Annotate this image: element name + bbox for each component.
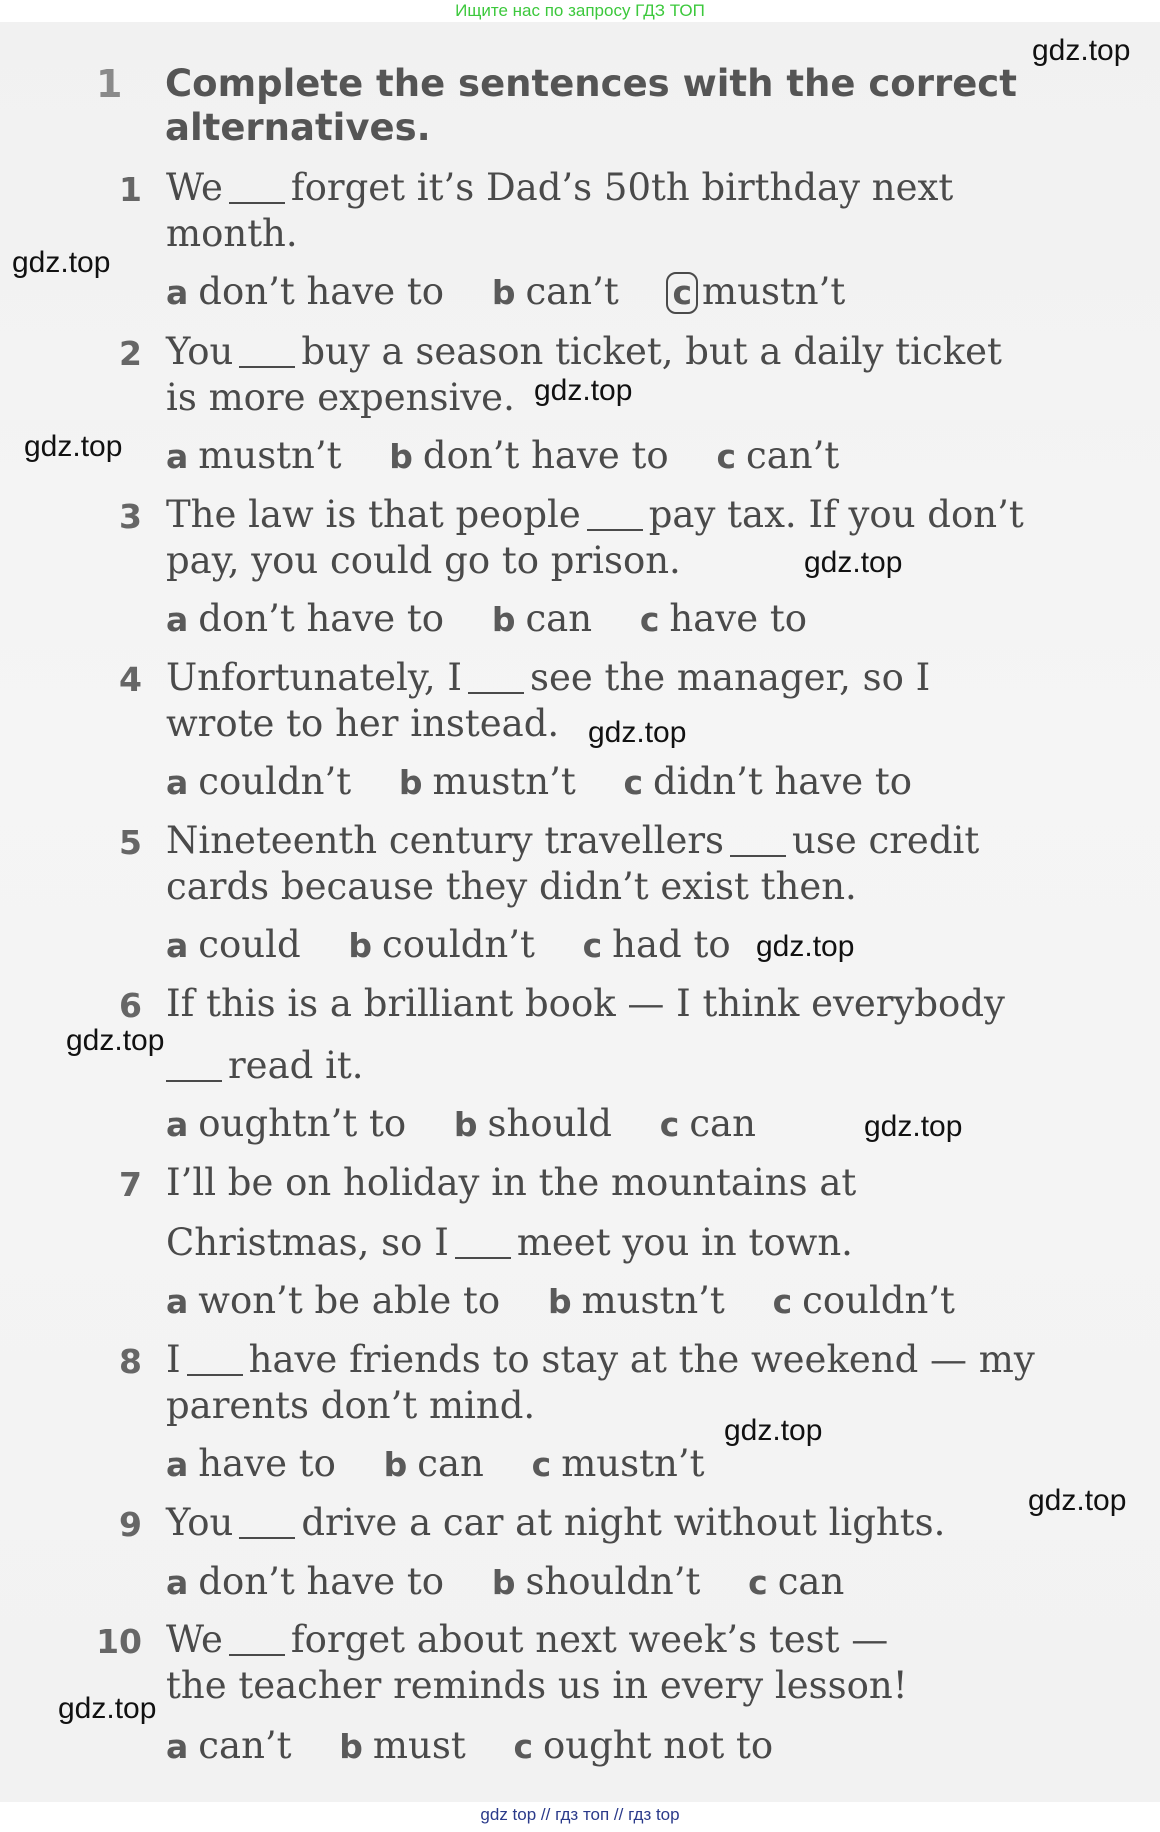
- question-text: Nineteenth century travellers: [166, 819, 725, 862]
- header-banner[interactable]: Ищите нас по запросу ГДЗ ТОП: [455, 1, 705, 20]
- answer-blank: [166, 1080, 222, 1082]
- question-text: We: [166, 1618, 223, 1661]
- question-text: meet you in town.: [516, 1221, 853, 1264]
- watermark: gdz.top: [864, 1110, 963, 1143]
- option-text: don’t have to: [198, 597, 445, 640]
- option-letter: a: [166, 273, 189, 312]
- option-text: have to: [669, 597, 807, 640]
- answer-options: [166, 760, 948, 805]
- answer-options: [166, 1102, 792, 1147]
- option-c[interactable]: [623, 760, 912, 805]
- question-number: 2: [119, 334, 142, 373]
- answer-blank: [187, 1374, 243, 1376]
- option-text: couldn’t: [802, 1279, 955, 1322]
- option-text: don’t have to: [198, 270, 445, 313]
- option-letter: c: [748, 1563, 768, 1602]
- watermark: gdz.top: [756, 930, 855, 963]
- option-b[interactable]: [492, 597, 592, 642]
- question-text-line: month.: [166, 212, 298, 255]
- option-text: can: [417, 1442, 484, 1485]
- option-letter: a: [166, 1727, 189, 1766]
- exercise-number: 1: [96, 62, 123, 106]
- option-letter: a: [166, 1105, 189, 1144]
- question-text: The law is that people: [166, 493, 581, 536]
- option-letter: c: [582, 926, 603, 965]
- answer-options: [166, 1724, 809, 1769]
- question-text: read it.: [228, 1044, 364, 1087]
- option-text: can: [777, 1560, 845, 1603]
- question-text-line: [166, 656, 930, 700]
- option-text: mustn’t: [198, 434, 342, 477]
- option-text: mustn’t: [702, 270, 846, 313]
- option-c[interactable]: [640, 597, 807, 642]
- watermark: gdz.top: [58, 1692, 157, 1725]
- question-text: use credit: [792, 819, 980, 862]
- option-letter: c: [531, 1445, 552, 1484]
- question-text-line: [166, 493, 1024, 537]
- option-c-selected[interactable]: [666, 270, 845, 314]
- option-letter: a: [166, 926, 189, 965]
- answer-blank: [239, 366, 295, 368]
- watermark: gdz.top: [24, 430, 123, 463]
- answer-options: [166, 434, 875, 479]
- option-c[interactable]: [716, 434, 839, 479]
- question-text-line: wrote to her instead.: [166, 702, 560, 745]
- option-c[interactable]: [513, 1724, 773, 1769]
- question-text-line: parents don’t mind.: [166, 1384, 536, 1427]
- option-text: had to: [612, 923, 731, 966]
- question-text: forget about next week’s test —: [290, 1618, 889, 1661]
- question-text-line: [166, 1618, 888, 1662]
- option-text: oughtn’t to: [198, 1102, 407, 1145]
- option-text: can’t: [746, 434, 840, 477]
- question-number: 3: [119, 497, 142, 536]
- watermark: gdz.top: [804, 546, 903, 579]
- answer-options: [166, 923, 767, 968]
- option-letter: c: [772, 1282, 793, 1321]
- option-letter: b: [389, 437, 413, 476]
- option-a[interactable]: [166, 270, 444, 315]
- question-number: 5: [119, 823, 142, 862]
- watermark: gdz.top: [12, 246, 111, 279]
- option-text: couldn’t: [198, 760, 352, 803]
- option-text: don’t have to: [422, 434, 669, 477]
- watermark: gdz.top: [724, 1414, 823, 1447]
- option-letter: b: [547, 1282, 572, 1321]
- answer-options: [166, 1560, 880, 1605]
- question-text: We: [166, 166, 223, 209]
- option-a[interactable]: [166, 1560, 444, 1605]
- option-letter: c: [659, 1105, 680, 1144]
- question-text: drive a car at night without lights.: [301, 1501, 946, 1544]
- question-text: buy a season ticket, but a daily ticket: [301, 330, 1002, 373]
- option-c[interactable]: [773, 1279, 955, 1324]
- option-text: won’t be able to: [198, 1279, 501, 1322]
- option-text: mustn’t: [581, 1279, 725, 1322]
- exercise-title-line1: Complete the sentences with the correct: [165, 62, 1017, 105]
- option-c[interactable]: [532, 1442, 705, 1487]
- option-b[interactable]: [399, 760, 576, 805]
- option-b[interactable]: [339, 1724, 465, 1769]
- option-letter: b: [398, 763, 423, 802]
- option-letter: a: [166, 763, 189, 802]
- option-letter: b: [491, 600, 516, 639]
- option-letter: b: [348, 926, 373, 965]
- option-text: have to: [198, 1442, 336, 1485]
- question-text: Christmas, so I: [166, 1221, 449, 1264]
- option-a[interactable]: [166, 597, 444, 642]
- question-number: 9: [119, 1505, 142, 1544]
- question-text: Unfortunately, I: [166, 656, 462, 699]
- question-text-line: I’ll be on holiday in the mountains at: [166, 1161, 857, 1204]
- question-number: 7: [119, 1165, 142, 1204]
- answer-blank: [239, 1537, 295, 1539]
- option-letter: b: [453, 1105, 478, 1144]
- option-letter: c: [716, 437, 737, 476]
- option-text: can: [525, 597, 593, 640]
- option-text: didn’t have to: [653, 760, 913, 803]
- question-text-line: [166, 330, 1002, 374]
- question-text: forget it’s Dad’s 50th birthday next: [290, 166, 954, 209]
- question-number: 8: [119, 1342, 142, 1381]
- option-b[interactable]: [548, 1279, 725, 1324]
- watermark: gdz.top: [588, 716, 687, 749]
- question-text: You: [166, 330, 234, 373]
- option-b[interactable]: [389, 434, 668, 479]
- watermark: gdz.top: [1028, 1484, 1127, 1517]
- option-b[interactable]: [454, 1102, 612, 1147]
- option-letter: c: [623, 763, 644, 802]
- answer-options: [166, 1279, 991, 1324]
- question-text-line: [166, 166, 953, 210]
- question-text: see the manager, so I: [529, 656, 931, 699]
- question-text-line: [166, 1338, 1035, 1382]
- option-letter: a: [166, 600, 189, 639]
- footer-banner[interactable]: gdz top // гдз топ // гдз top: [480, 1805, 680, 1824]
- answer-blank: [468, 692, 524, 694]
- watermark: gdz.top: [534, 374, 633, 407]
- option-letter-circled: c: [666, 272, 698, 314]
- option-text: must: [372, 1724, 466, 1767]
- answer-blank: [730, 855, 786, 857]
- question-text-line: [166, 1044, 364, 1088]
- option-letter: c: [639, 600, 660, 639]
- option-text: don’t have to: [198, 1560, 445, 1603]
- option-text: mustn’t: [432, 760, 576, 803]
- option-a[interactable]: [166, 1102, 406, 1147]
- option-letter: a: [166, 1282, 189, 1321]
- exercise-title: [165, 62, 1045, 150]
- option-letter: b: [383, 1445, 408, 1484]
- option-letter: b: [491, 273, 516, 312]
- option-text: mustn’t: [561, 1442, 705, 1485]
- option-text: shouldn’t: [525, 1560, 701, 1603]
- answer-options: [166, 270, 881, 315]
- question-number: 1: [119, 170, 142, 209]
- option-letter: b: [339, 1727, 363, 1766]
- question-text: pay tax. If you don’t: [648, 493, 1024, 536]
- answer-blank: [455, 1257, 511, 1259]
- question-text: have friends to stay at the weekend — my: [248, 1338, 1035, 1381]
- option-letter: b: [491, 1563, 516, 1602]
- option-a[interactable]: [166, 760, 351, 805]
- question-text-line: is more expensive.: [166, 376, 515, 419]
- option-c[interactable]: [583, 923, 731, 968]
- option-letter: a: [166, 437, 189, 476]
- exercise-title-line2: alternatives.: [165, 106, 431, 149]
- question-text-line: [166, 819, 979, 863]
- option-letter: a: [166, 1445, 189, 1484]
- question-text-line: [166, 1501, 945, 1545]
- question-text: You: [166, 1501, 234, 1544]
- option-letter: a: [166, 1563, 189, 1602]
- answer-blank: [587, 529, 643, 531]
- answer-options: [166, 1442, 740, 1487]
- watermark: gdz.top: [66, 1024, 165, 1057]
- option-text: could: [198, 923, 301, 966]
- option-letter: c: [513, 1727, 534, 1766]
- question-text-line: [166, 1221, 853, 1265]
- option-a[interactable]: [166, 1442, 336, 1487]
- answer-options: [166, 597, 843, 642]
- option-c[interactable]: [748, 1560, 844, 1605]
- question-number: 4: [119, 660, 142, 699]
- question-text-line: the teacher reminds us in every lesson!: [166, 1664, 908, 1707]
- option-text: couldn’t: [382, 923, 535, 966]
- option-b[interactable]: [384, 1442, 484, 1487]
- option-text: can: [689, 1102, 756, 1145]
- question-number: 6: [119, 986, 142, 1025]
- watermark: gdz.top: [1032, 34, 1131, 67]
- option-text: can’t: [198, 1724, 292, 1767]
- option-c[interactable]: [660, 1102, 756, 1147]
- option-text: should: [487, 1102, 612, 1145]
- answer-blank: [229, 1654, 285, 1656]
- option-text: ought not to: [543, 1724, 774, 1767]
- option-a[interactable]: [166, 434, 342, 479]
- question-text-line: If this is a brilliant book — I think everybody: [166, 982, 1005, 1025]
- answer-blank: [229, 202, 285, 204]
- option-b[interactable]: [492, 1560, 701, 1605]
- option-text: can’t: [525, 270, 619, 313]
- option-b[interactable]: [348, 923, 534, 968]
- option-b[interactable]: [492, 270, 619, 315]
- question-number: 10: [96, 1622, 142, 1661]
- option-a[interactable]: [166, 923, 301, 968]
- option-a[interactable]: [166, 1279, 500, 1324]
- option-a[interactable]: [166, 1724, 292, 1769]
- question-text-line: cards because they didn’t exist then.: [166, 865, 857, 908]
- question-text: I: [166, 1338, 181, 1381]
- question-text-line: pay, you could go to prison.: [166, 539, 681, 582]
